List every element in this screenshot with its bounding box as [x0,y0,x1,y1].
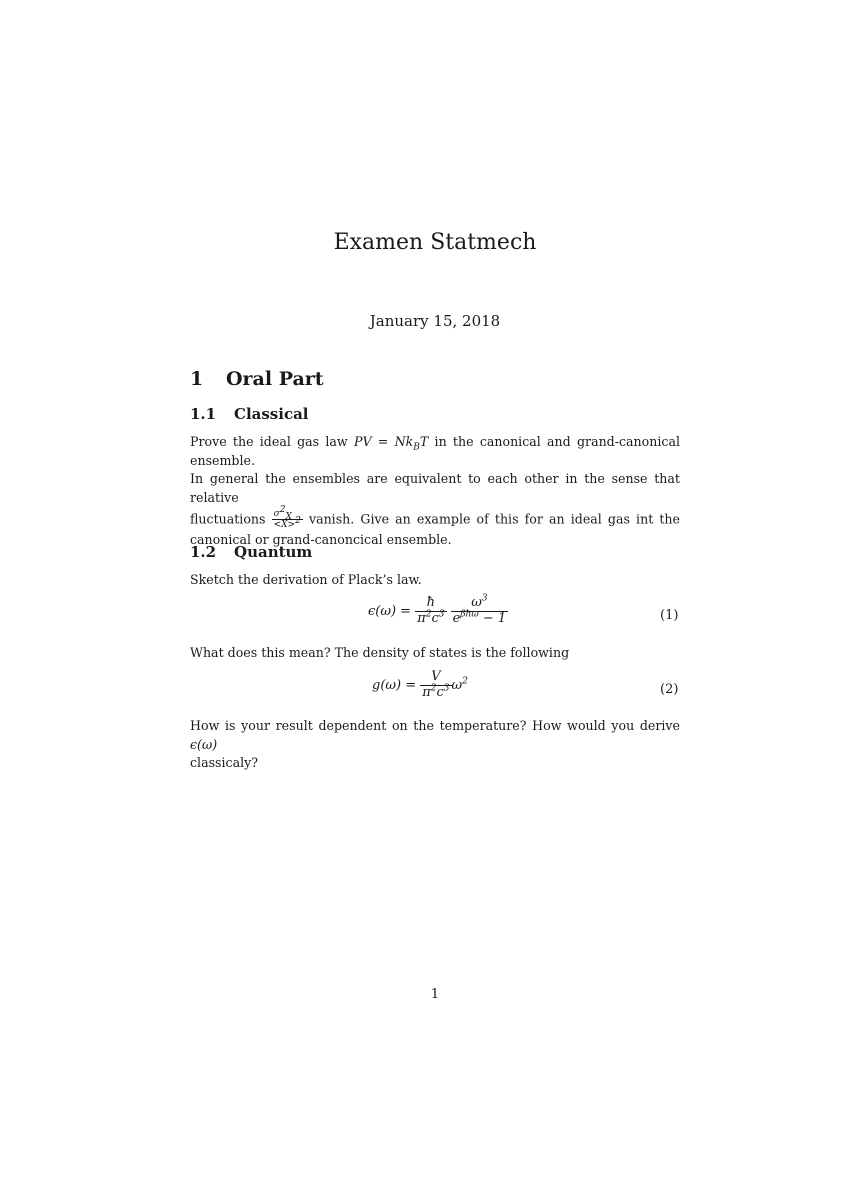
paragraph-line: Prove the ideal gas law PV = $Nk_BT$ in the canonical and grand-canonical [190,434,680,453]
page-number: 1 [430,987,440,1002]
planck-law-formula: ϵ(ω) = $\frac{ħ}{\pi^2c^3}$ $\frac{\omega^3}{e^{\beta ħ\omega} - 1}$ [368,593,507,626]
subsection-heading-classical [190,405,309,423]
equation-label: (2) [660,682,679,697]
subsection-number: 1.1 [190,405,217,423]
ideal-gas-law-formula: PV = $Nk_BT$ [353,434,429,453]
paragraph-line: canonical or grand-canoncical ensemble. [190,531,452,547]
paragraph-plack: Sketch the derivation of Plack’s law. [190,572,422,587]
paragraph-classical [190,433,680,549]
section-number: 1 [190,368,204,390]
paragraph-line: fluctuations $\frac{\sigma^2_X}{<X>^2}$ vanish. Give an example of this for an ideal gas int the [190,505,680,531]
equation-2 [0,670,847,714]
equation-1 [0,593,847,640]
document-date: January 15, 2018 [369,312,501,330]
subsection-title: Quantum [234,543,313,561]
equation-label: (1) [660,608,679,623]
document-title: Examen Statmech [333,230,537,255]
section-heading-oral-part [190,368,324,390]
paragraph-line: ensemble. [190,452,255,468]
paragraph-line: classicaly? [190,755,258,770]
epsilon-omega: ϵ(ω) [190,736,218,752]
fluctuation-fraction: $\frac{\sigma^2_X}{<X>^2}$ [273,505,301,531]
paragraph-density: What does this mean? The density of states is the following [190,645,570,660]
paragraph-line: In general the ensembles are equivalent to each other in the sense that relative [190,471,680,505]
subsection-title: Classical [234,405,309,423]
paragraph-temperature [190,717,680,773]
density-of-states-formula: g(ω) = $\frac{V}{\pi^2c^3}$ $\omega^2$ [372,669,468,700]
subsection-heading-quantum [190,543,312,561]
paragraph-line: How is your result dependent on the temperature? How would you derive ϵ(ω) [190,718,680,752]
subsection-number: 1.2 [190,543,217,561]
section-title: Oral Part [226,368,324,390]
